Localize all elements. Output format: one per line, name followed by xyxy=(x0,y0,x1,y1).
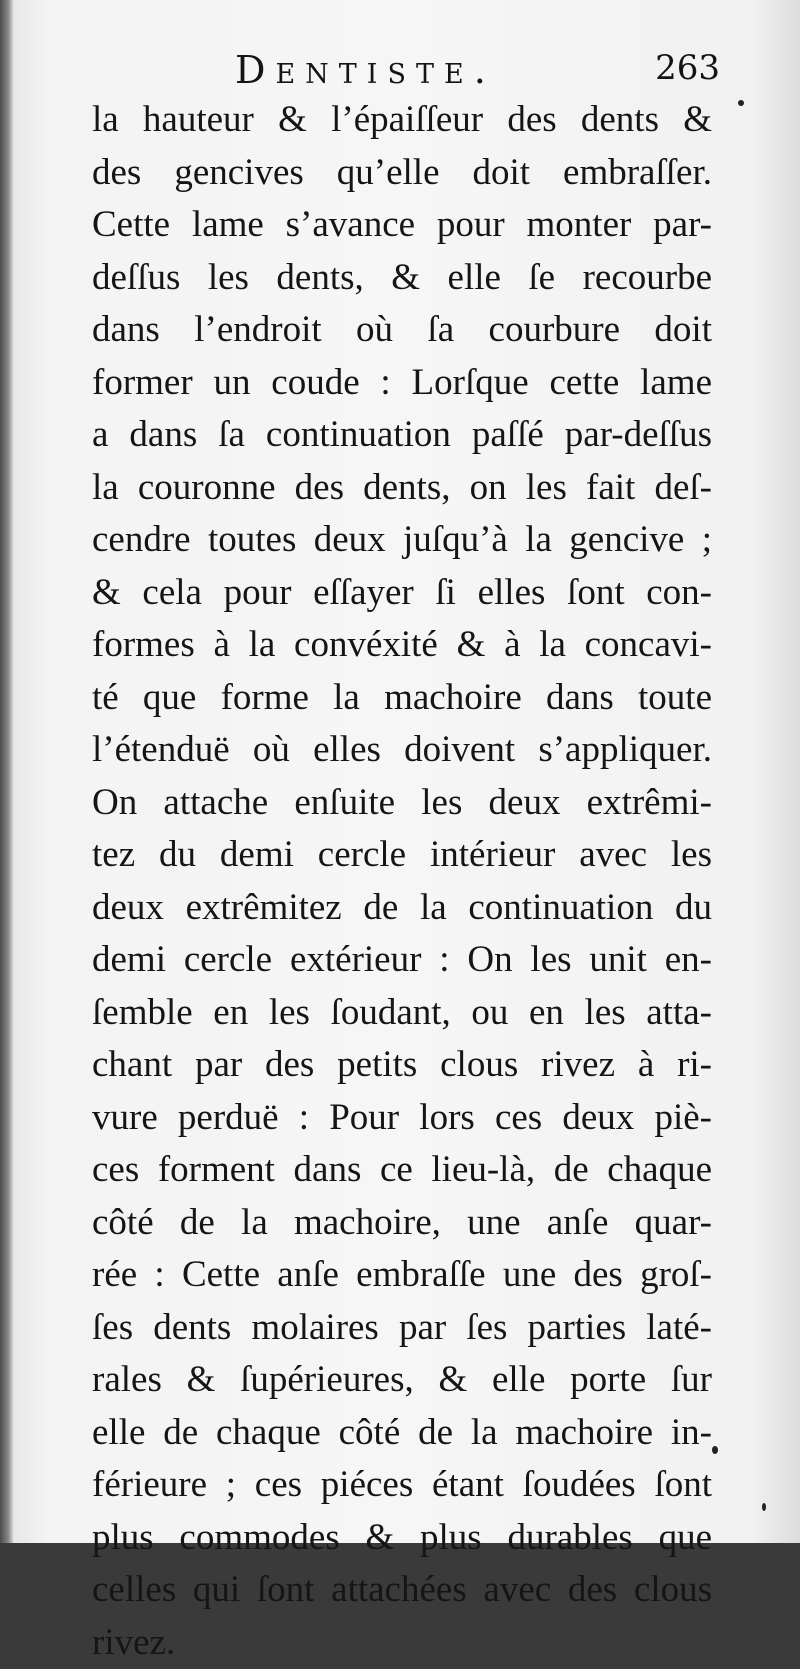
text-line: férieure ; ces piéces étant ſoudées ſont xyxy=(92,1459,712,1512)
text-line: tez du demi cercle intérieur avec les xyxy=(92,829,712,882)
text-line: dans l’endroit où ſa courbure doit xyxy=(92,304,712,357)
text-line: l’étenduë où elles doivent s’appliquer. xyxy=(92,724,712,777)
text-line: formes à la convéxité & à la concavi- xyxy=(92,619,712,672)
text-line: côté de la machoire, une anſe quar- xyxy=(92,1197,712,1250)
text-line: rivez. xyxy=(92,1617,712,1669)
text-line: deux extrêmitez de la continuation du xyxy=(92,882,712,935)
text-line: rée : Cette anſe embraſſe une des groſ- xyxy=(92,1249,712,1302)
text-line: plus commodes & plus durables que xyxy=(92,1512,712,1565)
text-line: Cette lame s’avance pour monter par- xyxy=(92,199,712,252)
text-line: demi cercle extérieur : On les unit en- xyxy=(92,934,712,987)
text-line: & cela pour eſſayer ſi elles ſont con- xyxy=(92,567,712,620)
text-line: ſemble en les ſoudant, ou en les atta- xyxy=(92,987,712,1040)
binding-gutter xyxy=(0,0,14,1543)
text-line: chant par des petits clous rivez à ri- xyxy=(92,1039,712,1092)
body-text xyxy=(92,94,712,1669)
ink-speck xyxy=(712,1446,718,1454)
text-line: la hauteur & l’épaiſſeur des dents & xyxy=(92,94,712,147)
running-title: Dentiste. xyxy=(235,48,496,92)
text-line: rales & ſupérieures, & elle porte ſur xyxy=(92,1354,712,1407)
text-line: a dans ſa continuation paſſé par-deſſus xyxy=(92,409,712,462)
page-header xyxy=(80,40,720,100)
text-line: ces forment dans ce lieu-là, de chaque xyxy=(92,1144,712,1197)
page-number: 263 xyxy=(655,48,720,88)
ink-speck xyxy=(762,1503,766,1511)
text-line: elle de chaque côté de la machoire in- xyxy=(92,1407,712,1460)
text-line: celles qui ſont attachées avec des clous xyxy=(92,1564,712,1617)
ink-speck xyxy=(738,100,744,106)
text-line: des gencives qu’elle doit embraſſer. xyxy=(92,147,712,200)
text-line: la couronne des dents, on les fait deſ- xyxy=(92,462,712,515)
text-line: ſes dents molaires par ſes parties laté- xyxy=(92,1302,712,1355)
text-line: On attache enſuite les deux extrêmi- xyxy=(92,777,712,830)
text-line: cendre toutes deux juſqu’à la gencive ; xyxy=(92,514,712,567)
text-line: vure perduë : Pour lors ces deux piè- xyxy=(92,1092,712,1145)
text-line: former un coude : Lorſque cette lame xyxy=(92,357,712,410)
text-line: té que forme la machoire dans toute xyxy=(92,672,712,725)
text-line: deſſus les dents, & elle ſe recourbe xyxy=(92,252,712,305)
